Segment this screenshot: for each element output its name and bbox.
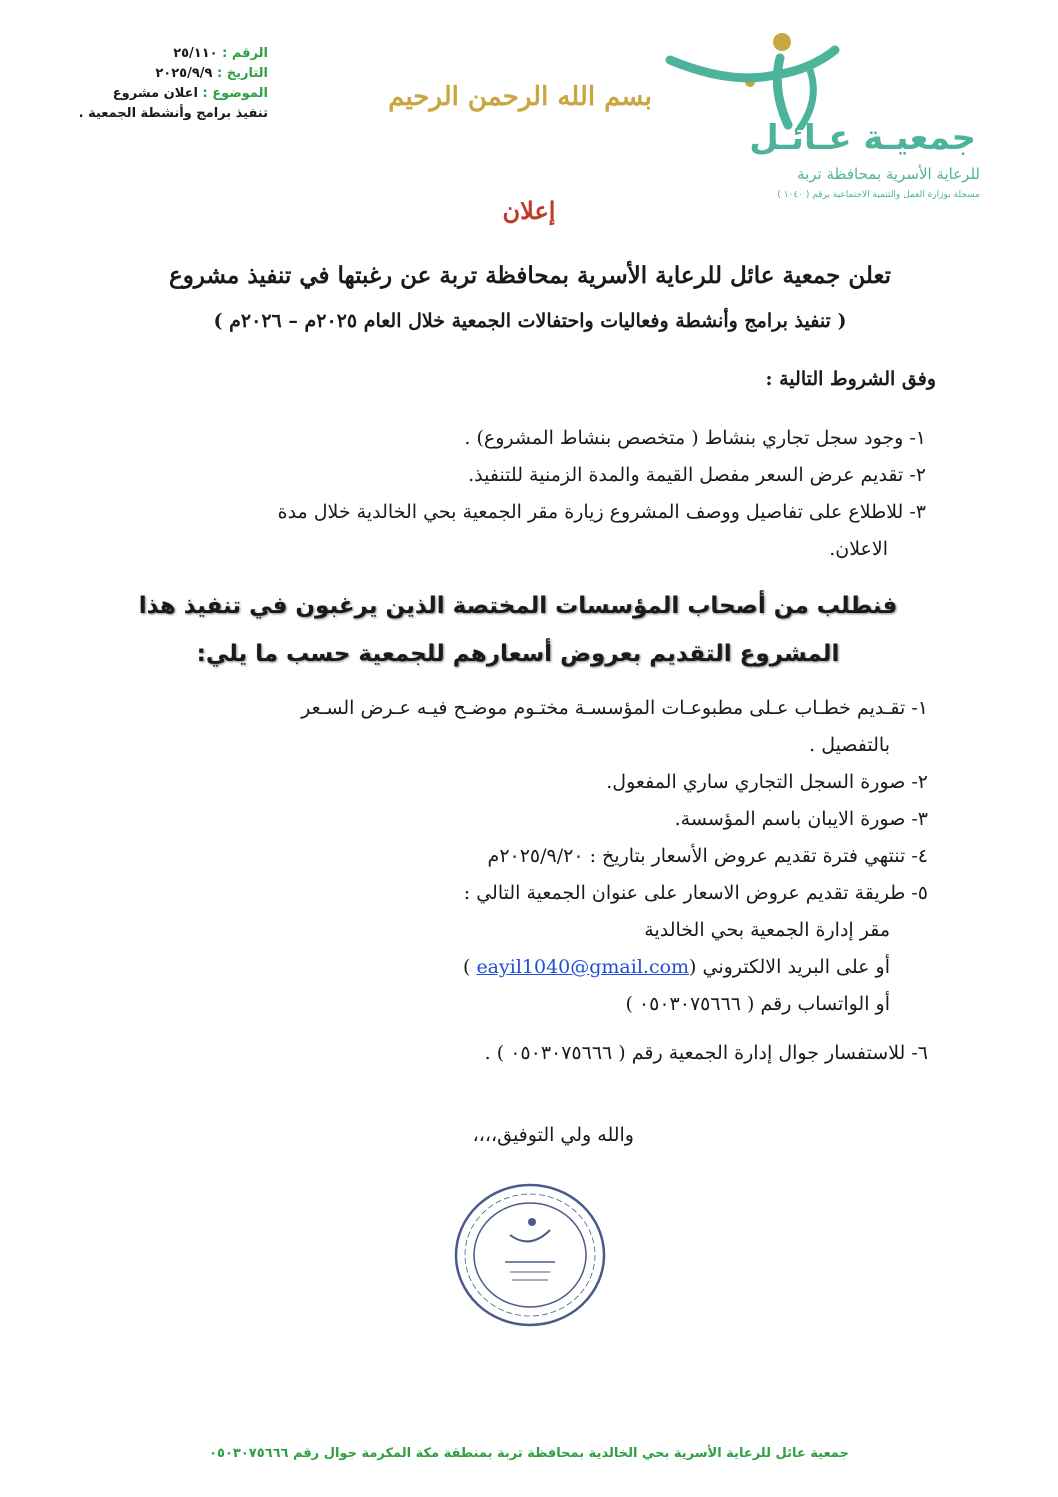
logo-name: جمعيـة عـائـل	[749, 118, 976, 158]
project-name: ( تنفيذ برامج وأنشطة وفعاليات واحتفالات الجمعية خلال العام ٢٠٢٥م – ٢٠٢٦م )	[213, 310, 847, 332]
list-item: ٢- صورة السجل التجاري ساري المفعول.	[606, 771, 928, 793]
meta-subject: الموضوع : اعلان مشروع	[112, 86, 268, 101]
association-logo	[660, 30, 1020, 200]
address-line: مقر إدارة الجمعية بحي الخالدية	[644, 919, 890, 941]
list-item: ٦- للاستفسار جوال إدارة الجمعية رقم ( ٠٥٠٣٠٧٥٦٦٦ ) .	[484, 1042, 928, 1064]
basmala: بسم الله الرحمن الرحيم	[388, 82, 652, 112]
meta-date: التاريخ : ٢٠٢٥/٩/٩	[155, 66, 268, 81]
list-item: ١- تقـديم خطـاب عـلى مطبوعـات المؤسسـة مختـوم موضـح فيـه عـرض السـعر	[301, 697, 928, 719]
meta-subject-continuation: تنفيذ برامج وأنشطة الجمعية .	[78, 106, 268, 121]
list-item-continuation: الاعلان.	[829, 538, 888, 560]
logo-figure-icon	[660, 30, 1020, 130]
official-seal-icon	[450, 1180, 610, 1330]
conditions-heading: وفق الشروط التالية :	[765, 368, 936, 390]
requirements-list	[108, 690, 928, 1072]
list-item: ٣- صورة الايبان باسم المؤسسة.	[674, 808, 928, 830]
email-link[interactable]: eayil1040@gmail.com	[476, 956, 690, 978]
whatsapp-line: أو الواتساب رقم ( ٠٥٠٣٠٧٥٦٦٦ )	[625, 993, 890, 1015]
announcement-intro: تعلن جمعية عائل للرعاية الأسرية بمحافظة تربة عن رغبتها في تنفيذ مشروع	[168, 262, 892, 289]
logo-subtitle: للرعاية الأسرية بمحافظة تربة	[797, 165, 980, 183]
closing-phrase: والله ولي التوفيق،،،،	[472, 1124, 634, 1146]
meta-number: الرقم : ٢٥/١١٠	[173, 46, 268, 61]
list-item: ٣- للاطلاع على تفاصيل ووصف المشروع زيارة مقر الجمعية بحي الخالدية خلال مدة	[277, 501, 926, 523]
conditions-list	[106, 420, 926, 568]
letter-meta	[58, 44, 268, 124]
list-item-continuation: بالتفصيل .	[809, 734, 890, 756]
logo-registration: مسجلة بوزارة العمل والتنمية الاجتماعية برقم ( ١٠٤٠ )	[777, 190, 980, 200]
list-item: ١- وجود سجل تجاري بنشاط ( متخصص بنشاط المشروع) .	[464, 427, 926, 449]
email-line: أو على البريد الالكتروني (eayil1040@gmail.com )	[462, 956, 890, 978]
request-heading: فنطلب من أصحاب المؤسسات المختصة الذين يرغبون في تنفيذ هذا المشروع التقديم بعروض أسعارهم للجمعية حسب ما يلي:	[138, 593, 898, 667]
announcement-title: إعلان	[502, 196, 556, 225]
footer-contact: جمعية عائل للرعاية الأسرية بحي الخالدية بمحافظة تربة بمنطقة مكة المكرمة جوال رقم ٠٥٠٣٠٧٥٦٦٦	[209, 1446, 849, 1461]
list-item: ٥- طريقة تقديم عروض الاسعار على عنوان الجمعية التالي :	[463, 882, 928, 904]
list-item: ٢- تقديم عرض السعر مفصل القيمة والمدة الزمنية للتنفيذ.	[468, 464, 926, 486]
list-item: ٤- تنتهي فترة تقديم عروض الأسعار بتاريخ : ٢٠٢٥/٩/٢٠م	[487, 845, 928, 867]
